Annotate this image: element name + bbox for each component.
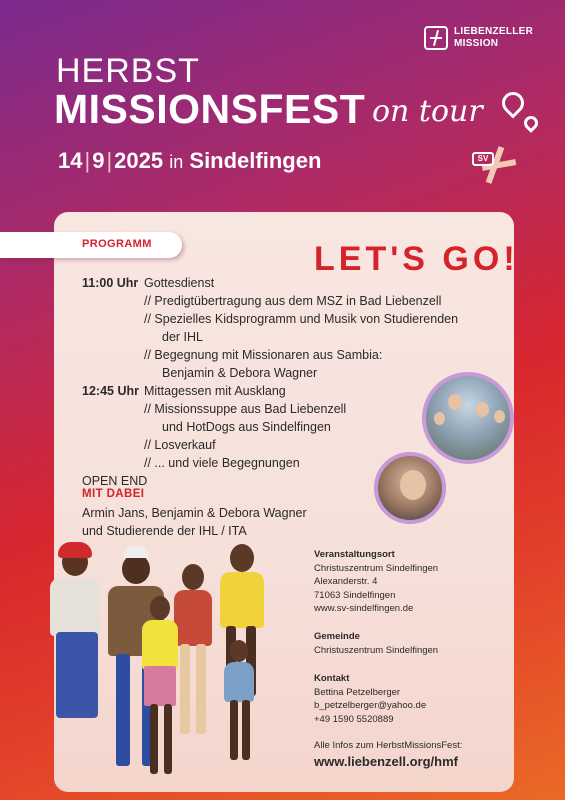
date-day: 14 — [58, 148, 83, 173]
venue-street: Alexanderstr. 4 — [314, 576, 378, 587]
kontakt-heading: Kontakt — [314, 673, 350, 684]
schedule-title: Gottesdienst — [144, 276, 215, 290]
gemeinde-info — [314, 630, 438, 657]
venue-website-link[interactable]: www.sv-sindelfingen.de — [314, 603, 414, 614]
venue-heading: Veranstaltungsort — [314, 549, 395, 560]
venue-info — [314, 548, 438, 616]
family-photo — [422, 372, 514, 464]
schedule-detail: // Spezielles Kidsprogramm und Musik von Studierenden — [144, 312, 459, 326]
schedule-detail-cont: Benjamin & Debora Wagner — [162, 366, 318, 380]
cross-logo-icon — [424, 26, 448, 50]
schedule-detail: // Losverkauf — [144, 438, 216, 452]
mit-dabei-text — [82, 504, 307, 540]
sv-logo-text: SV — [472, 152, 494, 166]
mit-dabei-heading: MIT DABEI — [82, 488, 145, 500]
headline-missionsfest: MISSIONSFEST — [54, 86, 366, 132]
schedule-detail: // Missionssuppe aus Bad Liebenzell — [144, 402, 347, 416]
date-year: 2025 — [114, 148, 164, 173]
people-photo — [40, 540, 280, 790]
date-in: in — [169, 152, 184, 172]
mit-dabei-line-2: und Studierende der IHL / ITA — [82, 524, 247, 538]
gemeinde-heading: Gemeinde — [314, 631, 360, 642]
schedule-detail: // Predigtübertragung aus dem MSZ in Bad Liebenzell — [144, 294, 442, 308]
lets-go-heading: LET'S GO! — [314, 240, 519, 278]
kontakt-name: Bettina Petzelberger — [314, 686, 401, 698]
schedule-row — [82, 274, 458, 292]
kontakt-info — [314, 672, 426, 726]
schedule-row — [82, 382, 458, 400]
kontakt-email-link[interactable]: b_petzelberger@yahoo.de — [314, 700, 427, 711]
schedule-time: 11:00 Uhr — [82, 276, 139, 290]
footer-url-link[interactable]: www.liebenzell.org/hmf — [314, 754, 458, 769]
program-label: PROGRAMM — [82, 238, 152, 250]
footer-intro: Alle Infos zum HerbstMissionsFest: — [314, 740, 463, 751]
on-tour-script: on tour — [372, 94, 483, 129]
map-pin-icon — [497, 87, 528, 118]
mit-dabei-line-1: Armin Jans, Benjamin & Debora Wagner — [82, 506, 307, 520]
map-pin-small-icon — [521, 113, 541, 133]
liebenzeller-mission-logo — [424, 26, 533, 50]
schedule-detail: // ... und viele Begegnungen — [144, 456, 300, 470]
logo-line-2: MISSION — [454, 38, 499, 49]
venue-name: Christuszentrum Sindelfingen — [314, 562, 439, 574]
sv-cross-logo-icon — [472, 144, 518, 186]
kontakt-phone: +49 1590 5520889 — [314, 713, 394, 725]
schedule-title: Mittagessen mit Ausklang — [144, 384, 286, 398]
gemeinde-name: Christuszentrum Sindelfingen — [314, 644, 439, 656]
date-place: Sindelfingen — [189, 148, 322, 173]
logo-text — [454, 26, 533, 50]
speaker-photo — [374, 452, 446, 524]
schedule-time: 12:45 Uhr — [82, 384, 139, 398]
open-end: OPEN END — [82, 474, 148, 488]
logo-line-1: LIEBENZELLER — [454, 26, 534, 37]
schedule-detail: // Begegnung mit Missionaren aus Sambia: — [144, 348, 383, 362]
schedule-detail-cont: der IHL — [162, 330, 203, 344]
event-date: 14|9|2025 in Sindelfingen — [58, 148, 322, 173]
schedule-detail-cont: und HotDogs aus Sindelfingen — [162, 420, 331, 434]
date-month: 9 — [92, 148, 105, 173]
venue-city: 71063 Sindelfingen — [314, 589, 396, 601]
headline-herbst: HERBST — [56, 52, 200, 90]
